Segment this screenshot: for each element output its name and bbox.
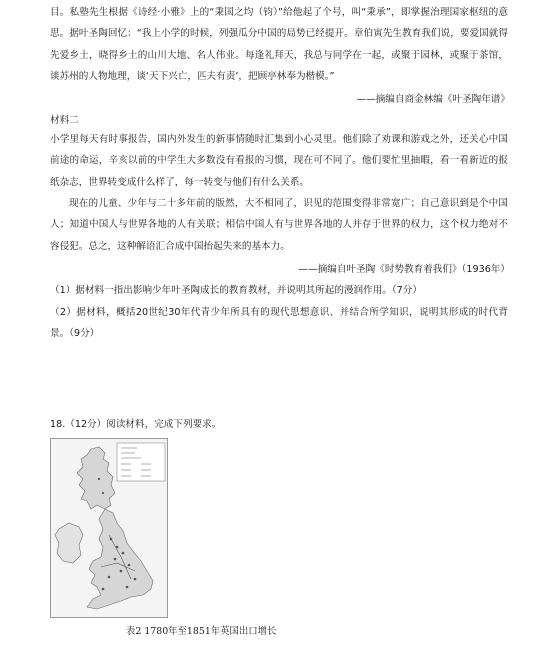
question-17-part-2: （2）据材料，概括20世纪30年代青少年所具有的现代思想意识、并结合所学知识，说明其形成的时代背景。（9分）: [50, 307, 508, 340]
question-17-part-1: （1）据材料一指出影响少年叶圣陶成长的教育教材，并说明其所起的漫润作用。（7分）: [50, 285, 422, 296]
material1-source: ——摘编自商金林编《叶圣陶年谱》: [356, 94, 510, 105]
material2-paragraph-1: 小学里每天有时事报告，国内外发生的新事情随时汇集到小心灵里。他们除了劝课和游戏之外，还关心中国前途的命运，辛亥以前的中学生大多数没有看报的习惯，现在可不同了。他们要忙里抽暇，看一看新近的报纸杂志，世界转变成什么样了，每一转变与他们有什么关系。: [50, 134, 508, 188]
britain-map-image: [50, 438, 168, 618]
material1-continued-paragraph: 目。私塾先生根据《诗经·小雅》上的“秉国之均（钧）”给他起了个号，叫“秉承”，即掌握治理国家枢纽的意思。据叶圣陶回忆：“我上小学的时候，列强瓜分中国的局势已经提开。章伯寅先生教育我们说，要爱国就得先爱乡土，晓得乡土的山川大地、名人伟业。每逢礼拜天，我总与同学在一起，或聚于园林，或聚于茶馆，谈苏州的人物地理，谈‘天下兴亡，匹夫有责’，把顾亭林奉为楷模。”: [50, 7, 508, 82]
map-land-ireland: [55, 523, 83, 563]
map-land-scotland: [77, 447, 115, 509]
question-18-heading: 18.（12分）阅读材料，完成下列要求。: [50, 419, 222, 430]
map-caption: 表2 1780年至1851年英国出口增长: [126, 626, 277, 637]
material2-heading: 材料二: [50, 115, 79, 126]
map-legend-box: [117, 443, 165, 481]
britain-map-graphic: [51, 439, 168, 618]
map-land-england: [87, 509, 153, 609]
material2-paragraph-2: 现在的儿童、少年与二十多年前的版然，大不相同了，识见的范围变得非常宽广；自己意识到是个中国人；知道中国人与世界各地的人有关联；相信中国人有与世界各地的人并存于世界的权力，这个权力绝对不容侵犯。总之，这种解语汇合成中国抬起失来的基本力。: [50, 198, 508, 252]
material2-source: ——摘编自叶圣陶《时势教育着我们》（1936年）: [298, 264, 510, 275]
